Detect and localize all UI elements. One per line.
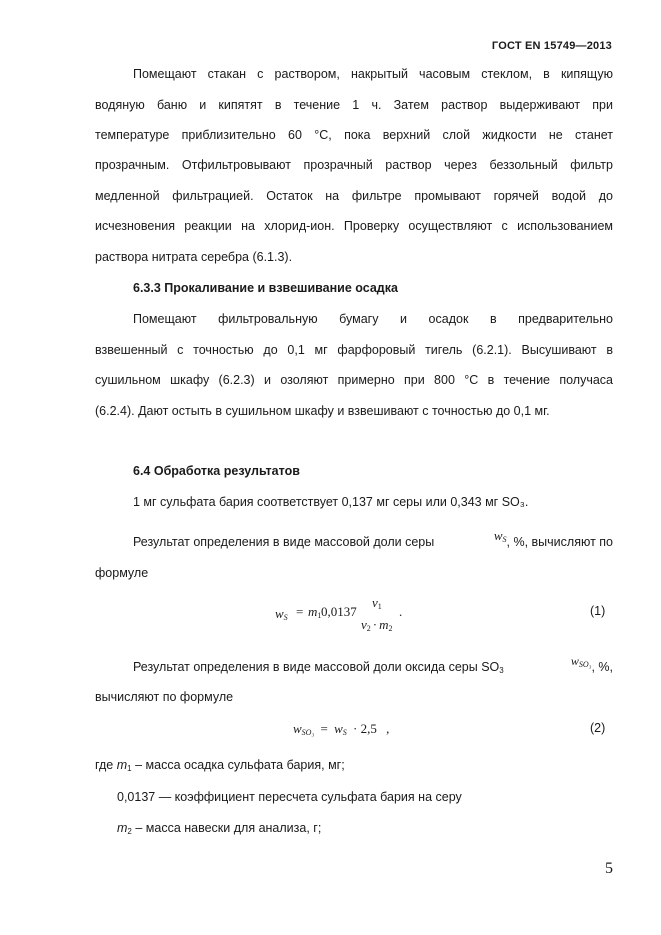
formula1-coef: 0,0137 <box>321 604 357 619</box>
where-intro: где <box>95 758 114 772</box>
ws-symbol: $w_S$ <box>493 528 507 544</box>
para1-line-1: Помещают стакан с раствором, накрытый часовым стеклом, в кипящую <box>133 67 613 81</box>
para5-continuation: вычисляют по формуле <box>95 690 234 704</box>
m2-description: – масса навески для анализа, г; <box>135 821 322 835</box>
where-m2-line <box>117 820 321 840</box>
formula-2-number: (2) <box>590 721 606 735</box>
para2-last-line: (6.2.4). Дают остыть в сушильном шкафу и взвешивают с точностью до 0,1 мг. <box>95 404 550 418</box>
m1-description: – масса осадка сульфата бария, мг; <box>135 758 345 772</box>
wso3-symbol: $w_{SO_3}$ <box>570 654 592 669</box>
page-number: 5 <box>605 860 613 877</box>
where-coef-line: 0,0137 — коэффициент пересчета сульфата бария на серу <box>117 790 462 804</box>
section-64-title: 6.4 Обработка результатов <box>133 464 300 478</box>
m2-symbol: $m_2$ <box>117 821 132 836</box>
where-m1-line <box>95 757 345 777</box>
para2-line-1: Помещают фильтровальную бумагу и осадок в предварительно <box>133 312 613 326</box>
document-header: ГОСТ EN 15749—2013 <box>491 40 612 52</box>
para4-text-after: , %, вычисляют по <box>506 535 613 549</box>
formula2-eq: = <box>320 721 328 736</box>
para1-line-2: водяную баню и кипятят в течение 1 ч. Затем раствор выдерживают при <box>95 98 613 112</box>
formula2-mult: · 2,5 <box>353 721 377 736</box>
para5-text-before: Результат определения в виде массовой доли оксида серы $SO_3$ <box>133 660 504 675</box>
para4-text-before: Результат определения в виде массовой доли серы <box>133 535 435 549</box>
section-633-title: 6.3.3 Прокаливание и взвешивание осадка <box>133 281 398 295</box>
para5-line-1 <box>133 654 613 679</box>
para4-line-1 <box>133 528 613 554</box>
formula1-denominator: $v_2 \cdot m_2$ <box>361 617 393 633</box>
m1-symbol: $m_1$ <box>116 758 132 773</box>
formula2-lhs: $w_{SO_3}$ <box>293 721 315 737</box>
para2-line-3: сушильном шкафу (6.2.3) и озоляют примерно при 800 °С в течение получаса <box>95 373 613 387</box>
formula1-lhs: $w_S$ <box>275 606 288 622</box>
para2-line-2: взвешенный с точностью до 0,1 мг фарфоровый тигель (6.2.1). Высушивают в <box>95 343 613 357</box>
formula-1-number: (1) <box>590 604 606 618</box>
para5-text-after: , %, <box>591 660 613 674</box>
para1-line-4: прозрачным. Отфильтровывают прозрачный раствор через беззольный фильтр <box>95 158 613 172</box>
formula-1 <box>275 595 415 634</box>
para3: 1 мг сульфата бария соответствует 0,137 мг серы или 0,343 мг SO₃. <box>133 495 529 509</box>
para1-line-5: медленной фильтрацией. Остаток на фильтре промывают горячей водой до <box>95 189 613 203</box>
formula1-tail: . <box>399 604 403 619</box>
para1-line-6: исчезновения реакции на хлорид-ион. Проверку осуществляют с использованием <box>95 219 613 233</box>
para1-line-3: температуре приблизительно 60 °С, пока верхний слой жидкости не станет <box>95 128 613 142</box>
formula1-m1: $m_1$ <box>308 604 322 620</box>
para1-last-line: раствора нитрата серебра (6.1.3). <box>95 250 293 264</box>
formula1-numerator: $v_1$ <box>372 595 382 611</box>
formula2-tail: , <box>386 721 390 736</box>
para4-continuation: формуле <box>95 566 149 580</box>
formula-2 <box>293 721 389 737</box>
formula1-eq: = <box>296 604 304 619</box>
formula2-rhs: $w_S$ <box>334 721 347 737</box>
